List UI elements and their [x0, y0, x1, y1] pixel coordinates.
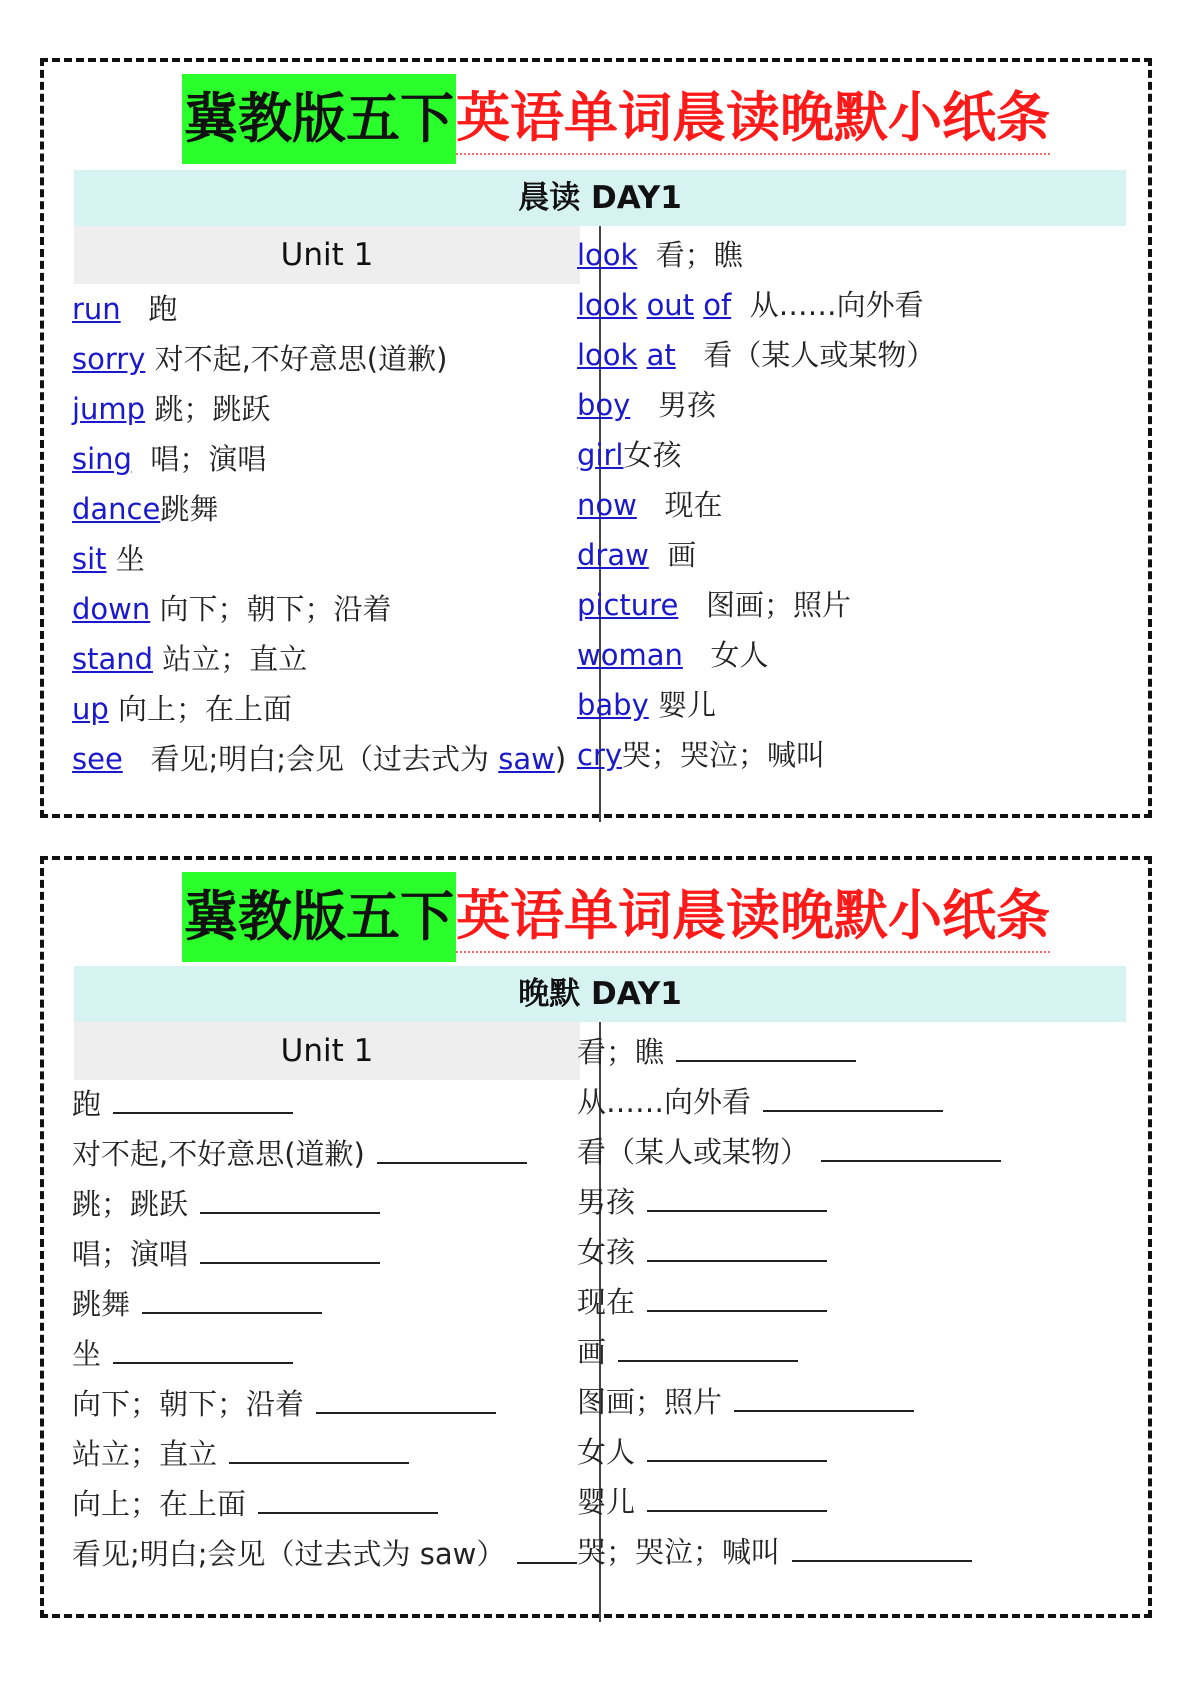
- vocab-row: [577, 332, 935, 378]
- english-word: at: [646, 338, 676, 372]
- answer-blank[interactable]: [229, 1430, 409, 1464]
- english-word: sit: [72, 542, 107, 576]
- chinese-prompt: 现在: [577, 1285, 636, 1319]
- title-rest: 英语单词晨读晚默小纸条: [456, 881, 1050, 953]
- answer-blank[interactable]: [618, 1328, 798, 1362]
- english-word: boy: [577, 388, 631, 422]
- chinese-prompt: 向上；在上面: [72, 1487, 247, 1521]
- answer-blank[interactable]: [113, 1330, 293, 1364]
- evening-card: [40, 856, 1152, 1618]
- vocab-row: [72, 736, 566, 782]
- chinese-meaning: 图画；照片: [678, 588, 851, 622]
- vocab-row: [577, 582, 851, 628]
- dictation-row: [72, 1330, 293, 1376]
- chinese-meaning: 坐: [106, 542, 145, 576]
- english-word: look: [577, 238, 638, 272]
- dictation-row: [72, 1430, 409, 1476]
- chinese-meaning: [637, 338, 646, 372]
- chinese-prompt: 跳舞: [72, 1287, 131, 1321]
- day-band: 晚默 DAY1: [74, 966, 1126, 1022]
- answer-blank[interactable]: [377, 1130, 527, 1164]
- chinese-meaning: 看见;明白;会见（过去式为: [122, 742, 499, 776]
- english-word: sing: [72, 442, 132, 476]
- chinese-prompt: 跑: [72, 1087, 102, 1121]
- chinese-prompt: 画: [577, 1335, 607, 1369]
- english-word: out: [646, 288, 695, 322]
- chinese-prompt: 女孩: [577, 1235, 636, 1269]
- chinese-meaning: 女孩: [623, 438, 682, 472]
- dictation-row: [577, 1228, 827, 1274]
- chinese-prompt: 图画；照片: [577, 1385, 723, 1419]
- dictation-row: [577, 1078, 943, 1124]
- english-word: see: [72, 742, 123, 776]
- unit-heading: Unit 1: [74, 226, 580, 284]
- answer-blank[interactable]: [517, 1530, 577, 1564]
- unit-heading: Unit 1: [74, 1022, 580, 1080]
- vocab-row: [577, 282, 924, 328]
- vocab-row: [72, 686, 292, 732]
- answer-blank[interactable]: [647, 1478, 827, 1512]
- vocab-row: [72, 436, 266, 482]
- english-word: woman: [577, 638, 683, 672]
- dictation-row: [72, 1280, 322, 1326]
- dictation-row: [72, 1380, 496, 1426]
- chinese-meaning: 跑: [120, 292, 178, 326]
- answer-blank[interactable]: [200, 1230, 380, 1264]
- chinese-prompt: 坐: [72, 1337, 102, 1371]
- dictation-row: [72, 1230, 380, 1276]
- vocab-row: [72, 286, 177, 332]
- answer-blank[interactable]: [763, 1078, 943, 1112]
- answer-blank[interactable]: [792, 1528, 972, 1562]
- chinese-meaning: ): [554, 742, 567, 776]
- english-word: sorry: [72, 342, 146, 376]
- chinese-prompt: 婴儿: [577, 1485, 636, 1519]
- english-word: baby: [577, 688, 649, 722]
- english-word: up: [72, 692, 109, 726]
- vocab-row: [72, 636, 307, 682]
- chinese-meaning: 哭；哭泣；喊叫: [622, 738, 826, 772]
- chinese-prompt: 男孩: [577, 1185, 636, 1219]
- vocab-row: [72, 586, 391, 632]
- chinese-meaning: [637, 288, 646, 322]
- english-word: jump: [72, 392, 146, 426]
- dictation-row: [72, 1180, 380, 1226]
- vocab-row: [72, 536, 145, 582]
- english-word: stand: [72, 642, 154, 676]
- english-word: of: [703, 288, 732, 322]
- chinese-prompt: 跳；跳跃: [72, 1187, 189, 1221]
- chinese-meaning: 婴儿: [648, 688, 716, 722]
- vocab-row: [72, 486, 218, 532]
- chinese-meaning: 看；瞧: [637, 238, 743, 272]
- title-highlight: 冀教版五下: [182, 74, 456, 164]
- answer-blank[interactable]: [316, 1380, 496, 1414]
- answer-blank[interactable]: [142, 1280, 322, 1314]
- dictation-row: [577, 1028, 856, 1074]
- vocab-row: [577, 482, 723, 528]
- chinese-meaning: 女人: [682, 638, 769, 672]
- answer-blank[interactable]: [647, 1178, 827, 1212]
- english-word: look: [577, 288, 638, 322]
- english-word: dance: [72, 492, 161, 526]
- answer-blank[interactable]: [676, 1028, 856, 1062]
- chinese-prompt: 哭；哭泣；喊叫: [577, 1535, 781, 1569]
- dictation-row: [72, 1080, 293, 1126]
- chinese-prompt: 站立；直立: [72, 1437, 218, 1471]
- answer-blank[interactable]: [647, 1278, 827, 1312]
- title-highlight: 冀教版五下: [182, 872, 456, 962]
- dictation-row: [577, 1128, 1001, 1174]
- answer-blank[interactable]: [734, 1378, 914, 1412]
- chinese-prompt: 看见;明白;会见（过去式为 saw）: [72, 1537, 506, 1571]
- english-word: run: [72, 292, 121, 326]
- chinese-prompt: 女人: [577, 1435, 636, 1469]
- chinese-prompt: 唱；演唱: [72, 1237, 189, 1271]
- english-word: picture: [577, 588, 679, 622]
- vocab-row: [72, 386, 270, 432]
- title-rest: 英语单词晨读晚默小纸条: [456, 83, 1050, 155]
- answer-blank[interactable]: [113, 1080, 293, 1114]
- chinese-meaning: 对不起,不好意思(道歉): [145, 342, 448, 376]
- chinese-prompt: 看；瞧: [577, 1035, 665, 1069]
- chinese-meaning: 向上；在上面: [108, 692, 293, 726]
- page-title: [182, 74, 1050, 164]
- answer-blank[interactable]: [647, 1228, 827, 1262]
- chinese-meaning: 看（某人或某物）: [675, 338, 936, 372]
- dictation-row: [577, 1478, 827, 1524]
- answer-blank[interactable]: [258, 1480, 438, 1514]
- chinese-meaning: 跳舞: [160, 492, 219, 526]
- english-word: look: [577, 338, 638, 372]
- day-band: 晨读 DAY1: [74, 170, 1126, 226]
- dictation-row: [577, 1178, 827, 1224]
- morning-card: [40, 58, 1152, 818]
- english-word: now: [577, 488, 637, 522]
- vocab-row: [577, 632, 769, 678]
- english-word: girl: [577, 438, 624, 472]
- dictation-row: [72, 1480, 438, 1526]
- dictation-row: [577, 1328, 798, 1374]
- vocab-row: [577, 682, 716, 728]
- chinese-meaning: 现在: [636, 488, 723, 522]
- dictation-row: [72, 1530, 577, 1576]
- dictation-row: [577, 1428, 827, 1474]
- answer-blank[interactable]: [647, 1428, 827, 1462]
- page-title: [182, 872, 1050, 962]
- dictation-row: [577, 1378, 914, 1424]
- chinese-meaning: 画: [648, 538, 697, 572]
- vocab-row: [577, 232, 743, 278]
- chinese-meaning: 男孩: [630, 388, 716, 422]
- chinese-meaning: 站立；直立: [153, 642, 308, 676]
- chinese-meaning: 跳；跳跃: [145, 392, 271, 426]
- answer-blank[interactable]: [821, 1128, 1001, 1162]
- vocab-row: [577, 732, 825, 778]
- chinese-prompt: 向下；朝下；沿着: [72, 1387, 305, 1421]
- english-word: down: [72, 592, 151, 626]
- english-word: cry: [577, 738, 623, 772]
- vocab-row: [577, 532, 696, 578]
- english-word: draw: [577, 538, 649, 572]
- chinese-prompt: 从……向外看: [577, 1085, 752, 1119]
- chinese-meaning: [694, 288, 703, 322]
- chinese-prompt: 对不起,不好意思(道歉): [72, 1137, 365, 1171]
- dictation-row: [72, 1130, 527, 1176]
- english-word: saw: [498, 742, 555, 776]
- dictation-row: [577, 1528, 972, 1574]
- vocab-row: [72, 336, 447, 382]
- vocab-row: [577, 382, 716, 428]
- vocab-row: [577, 432, 681, 478]
- answer-blank[interactable]: [200, 1180, 380, 1214]
- chinese-meaning: 唱；演唱: [131, 442, 267, 476]
- chinese-meaning: 从……向外看: [731, 288, 924, 322]
- dictation-row: [577, 1278, 827, 1324]
- chinese-prompt: 看（某人或某物）: [577, 1135, 810, 1169]
- chinese-meaning: 向下；朝下；沿着: [150, 592, 392, 626]
